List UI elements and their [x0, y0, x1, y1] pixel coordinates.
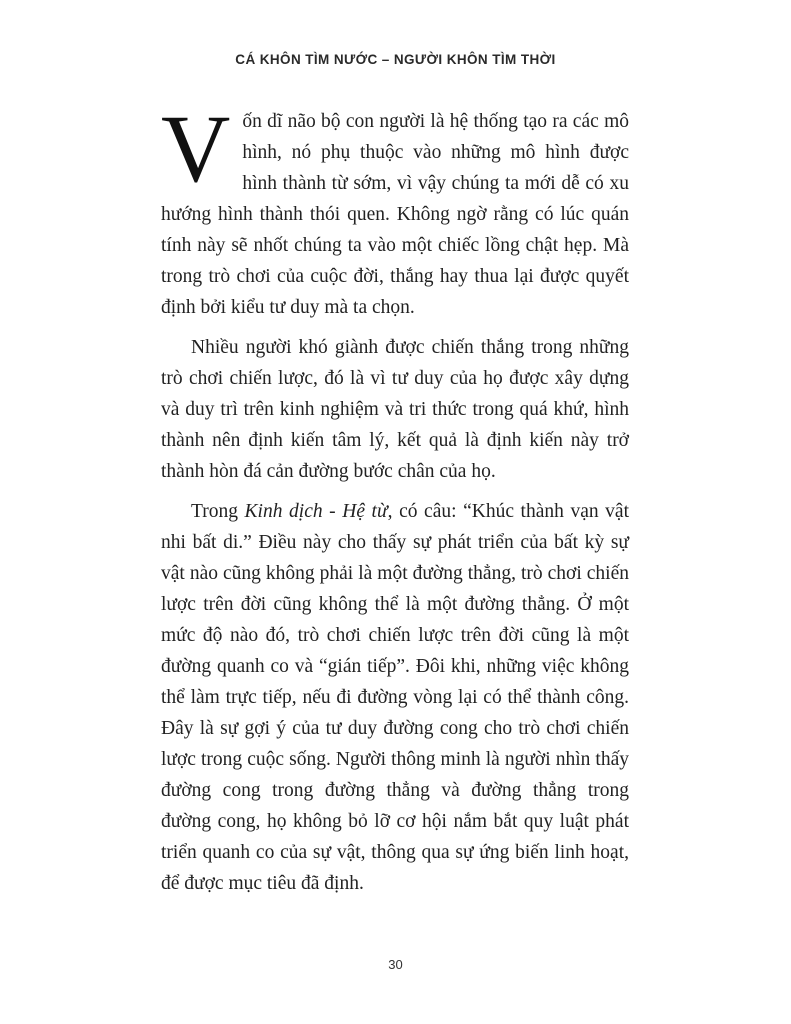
paragraph-3-rest: , có câu: “Khúc thành vạn vật nhi bất di.” Điều này cho thấy sự phát triển của bất kỳ sự vật nào cũng không phải là một đường thẳng, trò chơi chiến lược trên đời cũng không thể là một đường thẳng. Ở một mức độ nào đó, trò chơi chiến lược trên đời cũng là một đường quanh co và “gián tiếp”. Đôi khi, những việc không thể làm trực tiếp, nếu đi đường vòng lại có thể thành công. Đây là sự gợi ý của tư duy đường cong cho trò chơi chiến lược trong cuộc sống. Người thông minh là người nhìn thấy đường cong trong đường thẳng và đường thẳng trong đường cong, họ không bỏ lỡ cơ hội nắm bắt quy luật phát triển quanh co của sự vật, thông qua sự ứng biến linh hoạt, để được mục tiêu đã định.: [161, 501, 630, 894]
paragraph-2: Nhiều người khó giành được chiến thắng trong những trò chơi chiến lược, đó là vì tư duy của họ được xây dựng và duy trì trên kinh nghiệm và tri thức trong quá khứ, hình thành nên định kiến tâm lý, kết quả là định kiến này trở thành hòn đá cản đường bước chân của họ.: [161, 337, 629, 482]
paragraph-1: [161, 95, 629, 323]
running-header: CÁ KHÔN TÌM NƯỚC – NGƯỜI KHÔN TÌM THỜI: [235, 52, 556, 67]
book-title-citation: Kinh dịch - Hệ từ: [244, 501, 388, 522]
drop-cap: V: [161, 95, 231, 202]
page-number: 30: [388, 957, 403, 972]
paragraph-1-text: ốn dĩ não bộ con người là hệ thống tạo ra các mô hình, nó phụ thuộc vào những mô hình được hình thành từ sớm, vì vậy chúng ta mới dễ có xu hướng hình thành thói quen. Không ngờ rằng có lúc quán tính này sẽ nhốt chúng ta vào một chiếc lồng chật hẹp. Mà trong trò chơi của cuộc đời, thắng hay thua lại được quyết định bởi kiểu tư duy mà ta chọn.: [161, 111, 629, 318]
paragraph-3: [161, 496, 629, 899]
page-body: [161, 95, 630, 908]
paragraph-3-lead: Trong: [191, 501, 245, 522]
